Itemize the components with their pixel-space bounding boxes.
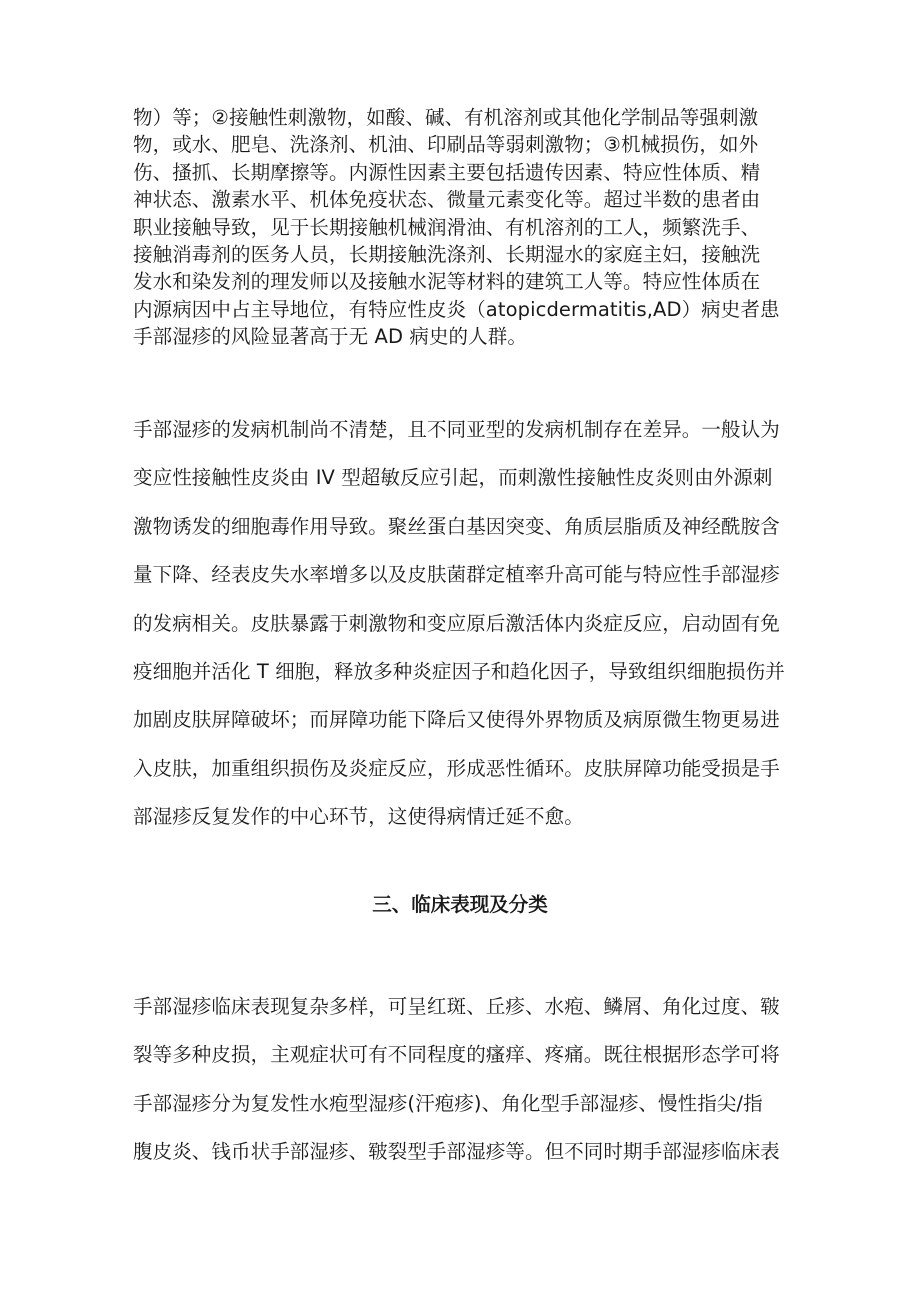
text-line: 部湿疹反复发作的中心环节，这使得病情迁延不愈。 (133, 805, 584, 829)
text-line: 职业接触导致，见于长期接触机械润滑油、有机溶剂的工人，频繁洗手、 (133, 215, 761, 239)
text-line: 变应性接触性皮炎由 IV 型超敏反应引起，而刺激性接触性皮炎则由外源刺 (133, 466, 773, 490)
text-line: 裂等多种皮损，主观症状可有不同程度的瘙痒、疼痛。既往根据形态学可将 (133, 1043, 780, 1067)
section-heading: 三、临床表现及分类 (372, 893, 548, 916)
text-line: 量下降、经表皮失水率增多以及皮肤菌群定植率升高可能与特应性手部湿疹 (133, 563, 780, 587)
text-line: 入皮肤，加重组织损伤及炎症反应，形成恶性循环。皮肤屏障功能受损是手 (133, 756, 780, 780)
text-line: 的发病相关。皮肤暴露于刺激物和变应原后激活体内炎症反应，启动固有免 (133, 611, 780, 635)
text-line: 加剧皮肤屏障破坏；而屏障功能下降后又使得外界物质及病原微生物更易进 (133, 708, 780, 732)
text-line: 接触消毒剂的医务人员，长期接触洗涤剂、长期湿水的家庭主妇，接触洗 (133, 242, 761, 266)
text-line: 伤、搔抓、长期摩擦等。内源性因素主要包括遗传因素、特应性体质、精 (133, 160, 761, 184)
text-line: 神状态、激素水平、机体免疫状态、微量元素变化等。超过半数的患者由 (133, 188, 761, 212)
text-line: 内源病因中占主导地位，有特应性皮炎（atopicdermatitis,AD）病史者患 (133, 297, 780, 321)
text-line: 手部湿疹分为复发性水疱型湿疹(汗疱疹)、角化型手部湿疹、慢性指尖/指 (133, 1091, 763, 1115)
text-line: 发水和染发剂的理发师以及接触水泥等材料的建筑工人等。特应性体质在 (133, 270, 761, 294)
paragraph-pathogenesis (133, 406, 798, 842)
text-line: 手部湿疹临床表现复杂多样，可呈红斑、丘疹、水疱、鳞屑、角化过度、皲 (133, 995, 780, 1018)
text-line: 手部湿疹的风险显著高于无 AD 病史的人群。 (133, 325, 527, 349)
paragraph-etiology (133, 104, 798, 351)
text-line: 物，或水、肥皂、洗涤剂、机油、印刷品等弱刺激物；③机械损伤，如外 (133, 133, 759, 157)
text-line: 腹皮炎、钱币状手部湿疹、皲裂型手部湿疹等。但不同时期手部湿疹临床表 (133, 1140, 780, 1164)
text-line: 激物诱发的细胞毒作用导致。聚丝蛋白基因突变、角质层脂质及神经酰胺含 (133, 514, 780, 538)
text-line: 手部湿疹的发病机制尚不清楚，且不同亚型的发病机制存在差异。一般认为 (133, 418, 780, 441)
text-line: 疫细胞并活化 T 细胞，释放多种炎症因子和趋化因子，导致组织细胞损伤并 (133, 659, 785, 683)
text-line: 物）等；②接触性刺激物，如酸、碱、有机溶剂或其他化学制品等强刺激 (133, 106, 759, 129)
paragraph-clinical (133, 983, 798, 1177)
